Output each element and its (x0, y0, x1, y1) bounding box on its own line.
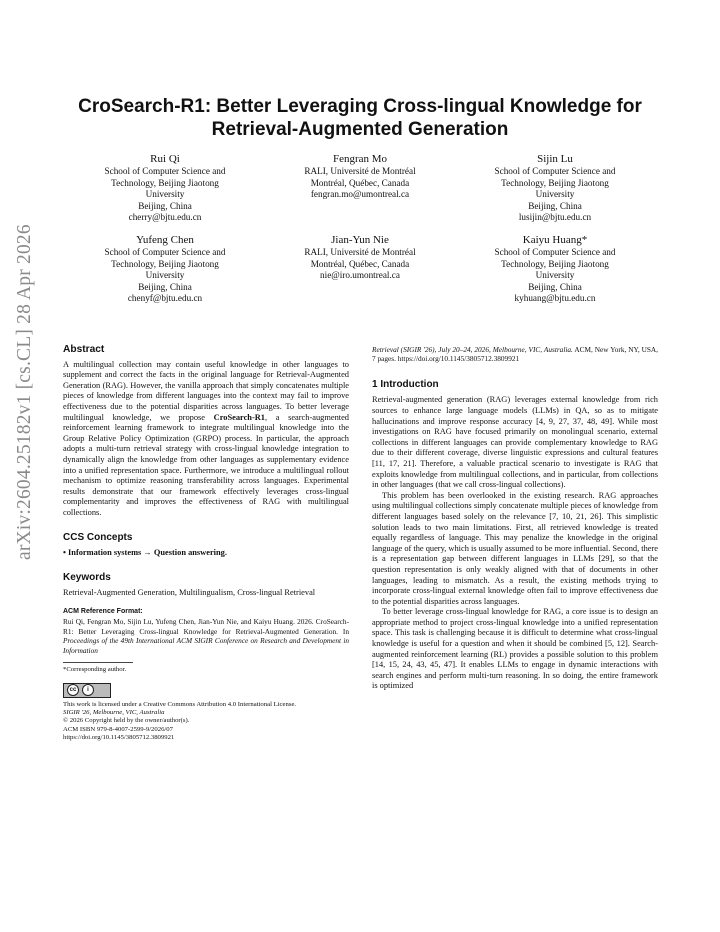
license-line: This work is licensed under a Creative Commons Attribution 4.0 International License. (63, 700, 297, 708)
author-email: kyhuang@bjtu.edu.cn (514, 293, 596, 304)
author-name: Sijin Lu (537, 153, 573, 165)
author-email: nie@iro.umontreal.ca (320, 270, 400, 281)
cc-icon: cc (67, 684, 79, 696)
abstract-heading: Abstract (63, 344, 105, 355)
affiliation-line: RALI, Université de Montréal (304, 246, 416, 257)
license-venue (63, 709, 349, 717)
author-fengran-mo (275, 152, 445, 224)
ccs-concept: • Information systems → Question answering. (63, 548, 227, 558)
affiliation-line: Beijing, China (138, 281, 192, 292)
affiliation-line: School of Computer Science and (104, 166, 226, 176)
by-person-icon: i (82, 684, 94, 696)
intro-paragraph-1: Retrieval-augmented generation (RAG) leverages external knowledge from rich sources to enhance large language models (LLMs) in QA, so as to mitigate hallucinations and improve response accuracy [4, 9, 27, 37, 48, 49]. While most investigations on RAG have focused primarily on monolingual scenario, external collections in different languages can provide complementary knowledge to RAG due to their different coverage, diverse linguistic expressions and cultural features [11, 17, 21]. Therefore, a valuable practical scenario to investigate is RAG that exploits knowledge from multilingual collections, and in particular, from collections in other languages (that we call cross-lingual collections). (372, 395, 658, 490)
license-doi[interactable]: https://doi.org/10.1145/3805712.3809921 (63, 734, 175, 742)
arxiv-identifier: arXiv:2604.25182v1 [cs.CL] 28 Apr 2026 (14, 224, 35, 560)
keywords-heading: Keywords (63, 571, 111, 583)
paper-title: CroSearch-R1: Better Leveraging Cross-lingual Knowledge for Retrieval-Augmented Generation (78, 96, 642, 140)
author-name: Jian-Yun Nie (331, 233, 389, 246)
affiliation-line: Beijing, China (528, 200, 582, 211)
acm-reference-venue: Proceedings of the 49th International ACM SIGIR Conference on Research and Development in Information (63, 636, 349, 655)
affiliation-line: Beijing, China (528, 281, 582, 292)
affiliation-line: Beijing, China (138, 200, 192, 211)
author-yufeng-chen (80, 233, 250, 305)
intro-paragraph-3: To better leverage cross-lingual knowledge for RAG, a core issue is to design an appropriate method to project cross-lingual knowledge into a unified representation space. This task is challenging because it is difficult to determine what cross-lingual knowledge is useful for a question and when it should be combined [5, 12]. Search-augmented reinforcement learning (RL) provides a possible solution to this problem [14, 15, 24, 43, 45, 47]. It enables LLMs to engage in dynamic interactions with search engines and perform multi-turn reasoning. In so doing, the entire framework is optimized (372, 607, 658, 691)
acm-reference-doi: ACM, New York, NY, USA, 7 pages. https://doi.org/10.1145/3805712.3809921 (372, 345, 659, 364)
acm-reference-continued (372, 345, 658, 364)
footnote-divider (63, 662, 133, 663)
author-jian-yun-nie (275, 233, 445, 305)
right-column (372, 345, 658, 692)
affiliation-line: School of Computer Science and (494, 246, 616, 257)
affiliation-line: Technology, Beijing Jiaotong (501, 177, 609, 188)
footnote-corresponding: *Corresponding author. (63, 666, 127, 674)
license-venue-text: SIGIR '26, Melbourne, VIC, Australia (63, 708, 165, 716)
affiliation-line: University (145, 270, 185, 281)
affiliation-line: Technology, Beijing Jiaotong (111, 177, 219, 188)
affiliation-line: Technology, Beijing Jiaotong (501, 258, 609, 269)
license-copyright: © 2026 Copyright held by the owner/author(s). (63, 717, 190, 725)
affiliation-line: Montréal, Québec, Canada (310, 258, 410, 269)
acm-reference-heading: ACM Reference Format: (63, 607, 143, 615)
author-block (80, 152, 640, 314)
author-email: lusijin@bjtu.edu.cn (518, 212, 592, 223)
intro-paragraph-2: This problem has been overlooked in the existing research. RAG approaches using multilingual collections simply concatenate multiple pieces of knowledge from different languages based solely on the relevance [7, 10, 21, 26]. This simplistic solution leads to two main limitations. First, all retrieved knowledge is treated equally regardless of language. This may penalize the knowledge in the original language of the query, which is usually assumed to be more influential. Second, there is a representation gap between different languages in LLMs [29], so that the question representation is only weakly aligned with that of documents in other languages, leading to mismatch. As a result, the existing methods trying to incorporate cross-lingual external knowledge often fail to improve effectiveness due to the potential disparities across languages. (372, 490, 658, 606)
affiliation-line: RALI, Université de Montréal (304, 166, 416, 176)
affiliation-line: School of Computer Science and (104, 246, 226, 257)
abstract-text-part: , a search-augmented reinforcement learning framework to integrate multilingual knowledge into the Group Relative Policy Optimization (GRPO) process. In particular, the approach adopts a multi-turn retrieval strategy with cross-lingual knowledge integration to dynamically align the knowledge from other languages as supplementary evidence into a unified representation space. Furthermore, we introduce a multilingual rollout mechanism to optimize reasoning transferability across languages. Experimental results demonstrate that our framework effectively leverages cross-lingual complementarity and improves the effectiveness of RAG with multilingual collections. (63, 412, 349, 517)
author-name: Fengran Mo (332, 153, 388, 165)
keywords-text: Retrieval-Augmented Generation, Multilingualism, Cross-lingual Retrieval (63, 588, 316, 598)
affiliation-line: University (145, 189, 185, 200)
author-email: fengran.mo@umontreal.ca (310, 189, 410, 200)
ccs-heading: CCS Concepts (63, 531, 133, 543)
abstract-text-part: A multilingual collection may contain useful knowledge in other languages to supplement and correct the facts in the original language for Retrieval-Augmented Generation (RAG). However, the vanilla approach that simply concatenates multiple pieces of knowledge from different languages into the context may fail to improve effectiveness due to the potential disparities across languages. To better leverage multilingual knowledge, we propose (63, 359, 349, 422)
abstract-text (63, 360, 349, 519)
acm-reference-part: Rui Qi, Fengran Mo, Sijin Lu, Yufeng Chen, Jian-Yun Nie, and Kaiyu Huang. 2026. CroSearch-R1: Better Leveraging Cross-lingual Knowledge for Retrieval-Augmented Generation. In (63, 617, 349, 636)
author-kaiyu-huang (470, 233, 640, 305)
author-name: Kaiyu Huang* (522, 233, 588, 246)
affiliation-line: Montréal, Québec, Canada (310, 177, 410, 188)
acm-reference-venue-cont: Retrieval (SIGIR '26), July 20–24, 2026, Melbourne, VIC, Australia. (372, 345, 573, 354)
affiliation-line: Technology, Beijing Jiaotong (111, 258, 219, 269)
affiliation-line: School of Computer Science and (494, 166, 616, 176)
left-column (63, 345, 349, 743)
author-name: Rui Qi (150, 153, 180, 165)
cc-by-license-badge[interactable] (63, 683, 111, 698)
author-sijin-lu (470, 152, 640, 224)
abstract-framework-name: CroSearch-R1 (213, 412, 265, 422)
affiliation-line: University (535, 189, 575, 200)
affiliation-line: University (535, 270, 575, 281)
author-name: Yufeng Chen (136, 233, 194, 246)
introduction-heading: 1 Introduction (372, 378, 439, 390)
acm-reference-text (63, 617, 349, 655)
author-rui-qi (80, 152, 250, 224)
author-row-1 (80, 152, 640, 224)
author-row-2 (80, 233, 640, 305)
license-isbn: ACM ISBN 979-8-4007-2599-9/2026/07 (63, 725, 173, 733)
author-email: cherry@bjtu.edu.cn (128, 212, 202, 223)
author-email: chenyf@bjtu.edu.cn (127, 293, 203, 304)
ccs-text (63, 548, 349, 559)
